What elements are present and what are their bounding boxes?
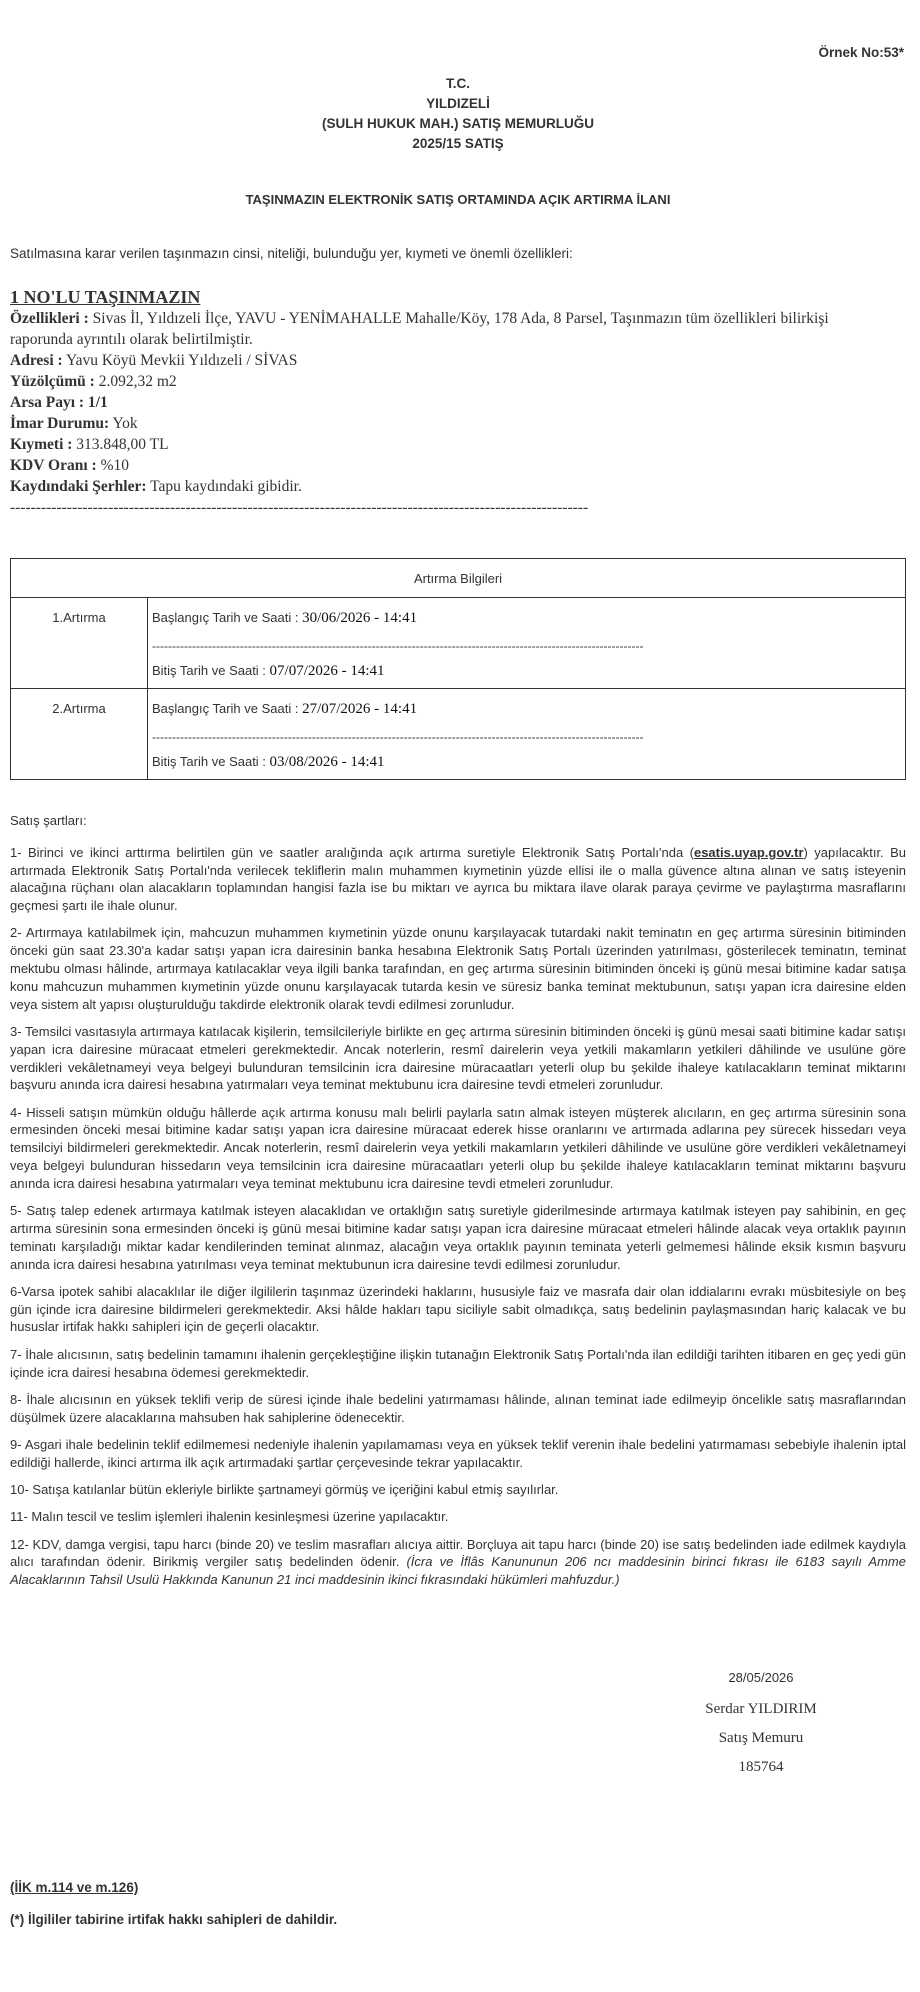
footer-note: (*) İlgililer tabirine irtifak hakkı sahipleri de dahildir. (10, 1912, 338, 1927)
auction-2-start: Başlangıç Tarih ve Saati : 27/07/2026 - 14:41 (152, 701, 418, 717)
esatis-link[interactable]: esatis.uyap.gov.tr (693, 844, 804, 860)
auction-table-header: Artırma Bilgileri (11, 559, 906, 598)
condition-4: 4- Hisseli satışın mümkün olduğu hâllerde açık artırma konusu malı belirli paylarla satın almak isteyen müşterek alıcıların, en geç artırma süresinin sona ermesinden önceki mesai bitimine kadar satışı yapan icra dairesine müracaat ederek hisse oranlarını ve artırmada adlarına pey sürecek hissedarı veya temsilciyi bildirmeleri gerekmektedir. Ancak noterlerin, resmî dairelerin veya yetkili makamların yetkileri dâhilinde ve usulüne göre verdikleri vekâletnameyi veya belgeyi bulunduran hissedarın veya temsilcinin icra dairesine müracaatları yeterli olup bu şekilde ihaleye katılacakların teminat miktarını başvuru anında icra dairesi hesabına yatırmaları veya teminat mektubunu icra dairesine tevdi etmeleri zorunludur. (10, 1104, 906, 1191)
footer (10, 1872, 337, 1936)
condition-12: 12- KDV, damga vergisi, tapu harcı (binde 20) ve teslim masrafları alıcıya aittir. Borçluya ait tapu harcı (binde 20) ise satış bedelinden iade edilmek kaydıyla alıcı tarafından ödenir. Birikmiş vergiler satış bedelinden ödenir. (İcra ve İflâs Kanununun 206 ncı maddesinin birinci fıkrası ile 6183 sayılı Amme Alacaklarının Tahsil Usulü Hakkında Kanunun 21 inci maddesinin ikinci fıkrasındaki hükümleri mahfuzdur.) (10, 1536, 906, 1588)
auction-2-end: Bitiş Tarih ve Saati : 03/08/2026 - 14:41 (152, 754, 385, 770)
auction-2-divider: --------------------------------------------------------------------------------------------------------------------------- (152, 730, 644, 744)
condition-5: 5- Satış talep edenek artırmaya katılmak isteyen alacaklıdan ve ortaklığın satış suretiyle giderilmesinde artırmaya katılmak isteyen pay sahibinin, en geç artırma süresinin sona ermesinden önceki iş günü mesai bitimine kadar satışı yapan icra dairesine müracaat etmeleri hâlinde alacak veya ortaklık payının teminatı karşıladığı miktar kadar kendilerinden teminat alınmaz, alacağın veya ortaklık payının teminata yeterli gelmemesi hâlinde eksik kısmın başvuru anında icra dairesi hesabına yatırılması veya teminat mektubunun icra dairesine tevdi edilmesi zorunludur. (10, 1203, 906, 1272)
document-title: TAŞINMAZIN ELEKTRONİK SATIŞ ORTAMINDA AÇIK ARTIRMA İLANI (245, 192, 671, 207)
property-value: Kıymeti : 313.848,00 TL (10, 436, 169, 453)
footer-reference: (İİK m.114 ve m.126) (10, 1880, 139, 1895)
table-row (11, 598, 906, 689)
auction-1-label: 1.Artırma (11, 598, 148, 689)
header-line-2: YILDIZELİ (426, 96, 490, 111)
officer-number: 185764 (738, 1759, 784, 1775)
condition-2: 2- Artırmaya katılabilmek için, mahcuzun muhammen kıymetinin yüzde onunu karşılayacak tutardaki nakit teminatın en geç artırma süresinin bitiminden önceki gün saat 23.30'a kadar satışı yapan icra dairesinin banka hesabına Elektronik Satış Portalı üzerinden yatırılması, gösterilecek teminatın, teminat mektubu olması hâlinde, artırmaya katılacaklar veya ilgili banka tarafından, en geç artırma süresinin bitiminden önceki iş günü mesai bitimine kadar satışa konu mahcuzun muhammen kıymetinin yüzde onunu karşılayacak tutarda kesin ve süresiz banka teminat mektubunun, satışı yapan icra dairesine elden veya sistem alt yapısı oluşturulduğu takdirde elektronik olarak tevdi edilmesi zorunludur. (10, 925, 906, 1012)
condition-7: 7- İhale alıcısının, satış bedelinin tamamını ihalenin gerçekleştiğine ilişkin tutanağın Elektronik Satış Portalı'nda ilan edildiği tarihten itibaren en geç yedi gün içinde icra dairesi hesabına ödemesi gerekmektedir. (10, 1346, 906, 1380)
auction-1-divider: --------------------------------------------------------------------------------------------------------------------------- (152, 639, 644, 653)
property-title: 1 NO'LU TAŞINMAZIN (10, 287, 201, 307)
intro-text: Satılmasına karar verilen taşınmazın cinsi, niteliği, bulunduğu yer, kıymeti ve önemli özellikleri: (10, 246, 573, 261)
auction-1-start: Başlangıç Tarih ve Saati : 30/06/2026 - 14:41 (152, 610, 418, 626)
header-line-1: T.C. (445, 76, 470, 91)
condition-8: 8- İhale alıcısının en yüksek teklifi verip de süresi içinde ihale bedelini yatırmaması hâlinde, alınan teminat iade edilmeyip öncelikle satış masraflarından düşülmek üzere alacaklarına mahsuben hak sahiplerine ödenecektir. (10, 1391, 906, 1425)
property-vat: KDV Oranı : %10 (10, 457, 129, 474)
auction-info-table (10, 558, 906, 780)
signature-date: 28/05/2026 (728, 1670, 794, 1685)
document-header (10, 74, 906, 154)
property-features: Özellikleri : Sivas İl, Yıldızeli İlçe, YAVU - YENİMAHALLE Mahalle/Köy, 178 Ada, 8 Parsel, Taşınmazın tüm özellikleri bilirkişi raporunda ayrıntılı olarak belirtilmiştir. (10, 310, 829, 348)
officer-name: Serdar YILDIRIM (705, 1701, 817, 1717)
property-section (10, 286, 890, 518)
table-row (11, 689, 906, 780)
condition-11: 11- Malın tescil ve teslim işlemleri ihalenin kesinleşmesi üzerine yapılacaktır. (10, 1509, 449, 1525)
property-annotations: Kaydındaki Şerhler: Tapu kaydındaki gibidir. (10, 478, 302, 495)
signature-block (658, 1670, 864, 1782)
auction-1-end: Bitiş Tarih ve Saati : 07/07/2026 - 14:41 (152, 663, 385, 679)
officer-title: Satış Memuru (718, 1730, 804, 1746)
header-line-3: (SULH HUKUK MAH.) SATIŞ MEMURLUĞU (322, 116, 594, 131)
property-zoning: İmar Durumu: Yok (10, 415, 138, 432)
sale-conditions (10, 812, 906, 1598)
conditions-heading: Satış şartları: (10, 813, 87, 828)
auction-2-label: 2.Artırma (11, 689, 148, 780)
condition-10: 10- Satışa katılanlar bütün ekleriyle birlikte şartnameyi görmüş ve içeriğini kabul etmiş sayılırlar. (10, 1482, 559, 1497)
property-address: Adresi : Yavu Köyü Mevkii Yıldızeli / SİVAS (10, 352, 298, 369)
header-line-4: 2025/15 SATIŞ (412, 136, 504, 151)
sample-number: Örnek No:53* (818, 45, 904, 60)
condition-1: 1- Birinci ve ikinci arttırma belirtilen gün ve saatler aralığında açık artırma suretiyle Elektronik Satış Portalı'nda (esatis.uyap.gov.tr) yapılacaktır. Bu artırmada Elektronik Satış Portalı'nda verilecek tekliflerin malın muhammen kıymetinin yüzde ellisi ile o malla güvence altına alınan ve satış isteyenin alacağına rüçhanı olan alacakların toplamından hangisi fazla ise bu miktarı ve ayrıca bu miktara ilave olarak paraya çevirme ve paylaştırma masraflarını geçmesi şartı ile ihale olunur. (10, 844, 906, 914)
condition-6: 6-Varsa ipotek sahibi alacaklılar ile diğer ilgililerin taşınmaz üzerindeki haklarını, hususiyle faiz ve masrafa dair olan iddialarını evrakı müsbitesiyle on beş gün içinde icra dairesine bildirmeleri gerekmektedir. Aksi hâlde hakları tapu siciliyle sabit olmadıkça, satış bedelinin paylaşmasından hariç kalacak ve bu hususlar irtifak hakkı sahipleri için de geçerli olacaktır. (10, 1283, 906, 1335)
condition-9: 9- Asgari ihale bedelinin teklif edilmemesi nedeniyle ihalenin yapılamaması veya en yüksek teklif verenin ihale bedelini yatırmaması sebebiyle ihalenin iptal edildiği hallerde, ikinci artırma ilk açık artırmadaki şartlar çerçevesinde tekrar yapılacaktır. (10, 1436, 906, 1470)
property-area: Yüzölçümü : 2.092,32 m2 (10, 373, 177, 390)
condition-3: 3- Temsilci vasıtasıyla artırmaya katılacak kişilerin, temsilcileriyle birlikte en geç artırma süresinin bitiminden önceki iş günü mesai saati bitimine kadar satışı yapan icra dairesine müracaat etmeleri gerekmektedir. Ancak noterlerin, resmî dairelerin veya yetkili makamların yetkileri dâhilinde ve usulüne göre verdikleri vekâletnameyi veya belgeyi bulunduran temsilcinin icra dairesine müracaatları yeterli olup bu şekilde ihaleye katılacakların teminat miktarını başvuru anında icra dairesi hesabına yatırmaları veya teminat mektubunu icra dairesine tevdi etmeleri zorunludur. (10, 1023, 906, 1093)
property-divider: ---------------------------------------------------------------------------------------------------------------- (10, 499, 589, 516)
property-share: Arsa Payı : 1/1 (10, 394, 108, 411)
